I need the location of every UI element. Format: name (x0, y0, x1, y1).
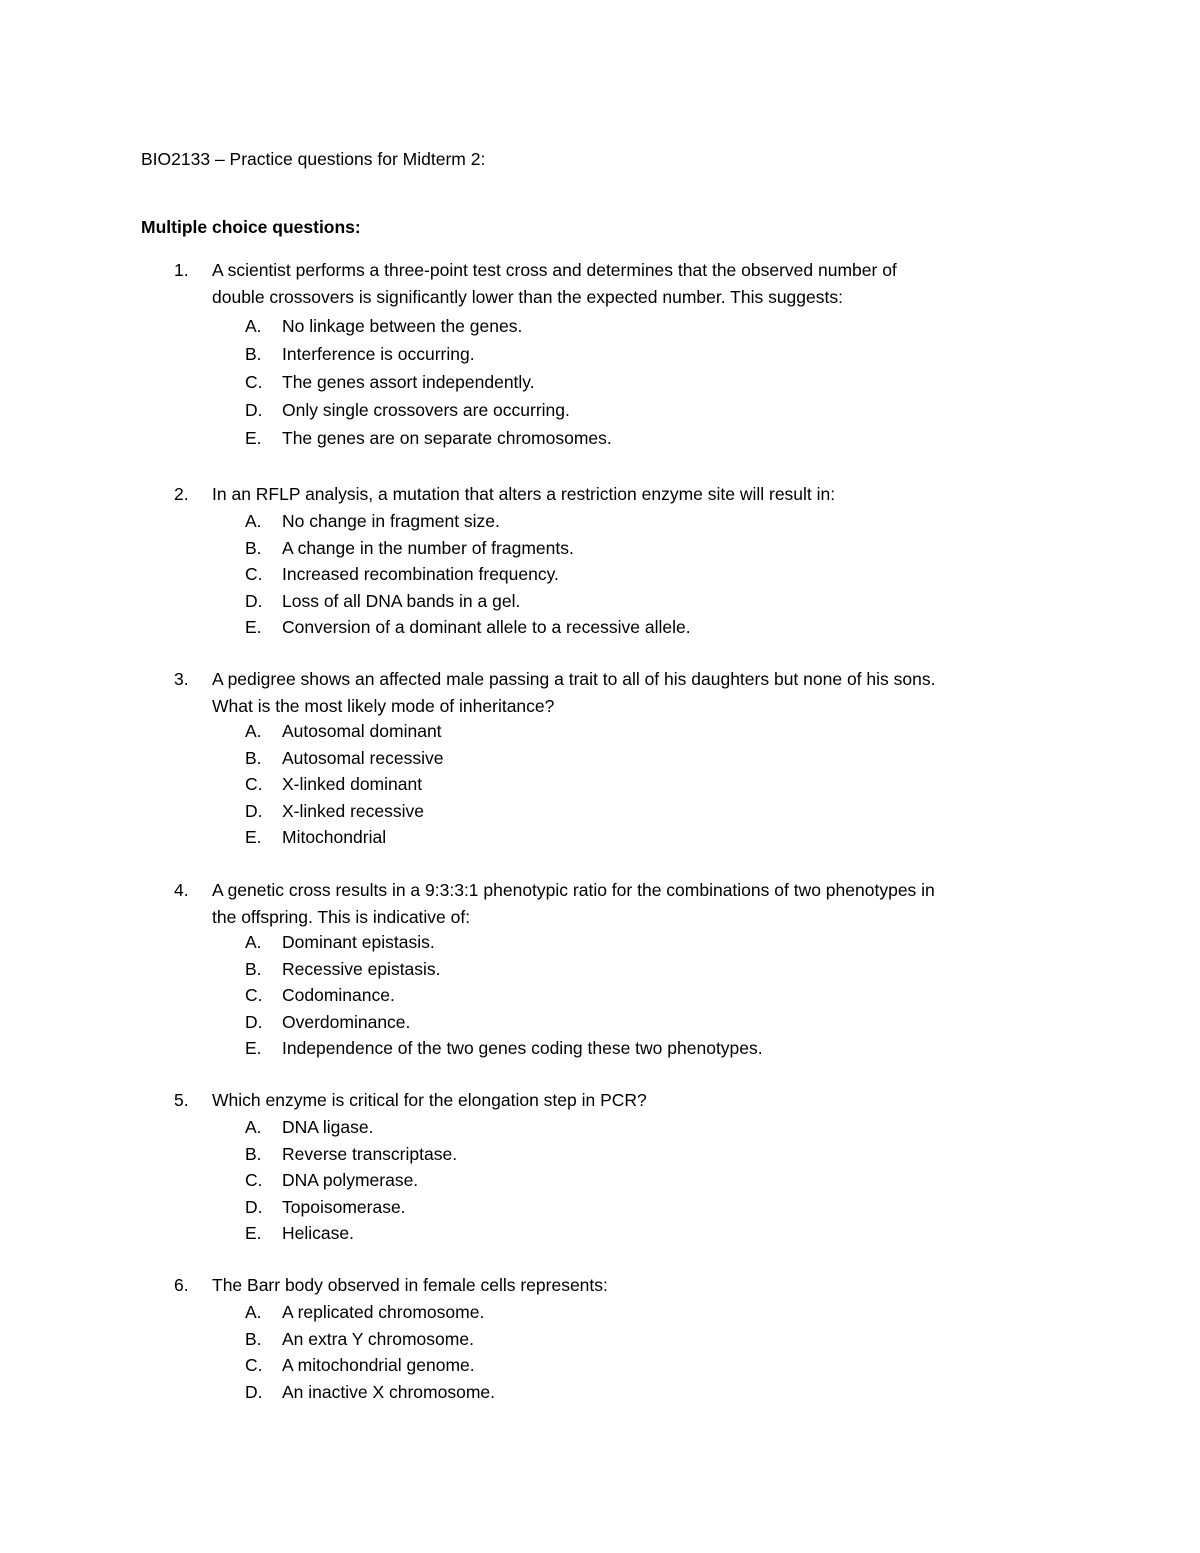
answer-option-e (0, 614, 1200, 641)
question-text: A scientist performs a three-point test cross and determines that the observed number of double crossovers is significantly lower than the expected number. This suggests: (212, 260, 897, 307)
question-text: The Barr body observed in female cells represents: (212, 1275, 608, 1295)
answer-option-a (0, 1114, 1200, 1141)
option-letter: A. (245, 1117, 262, 1137)
answer-option-b (0, 1326, 1200, 1353)
option-letter: A. (245, 511, 262, 531)
option-text: No linkage between the genes. (282, 316, 523, 336)
option-text: A replicated chromosome. (282, 1302, 485, 1322)
option-text: Autosomal dominant (282, 721, 442, 741)
answer-option-d (0, 397, 1200, 424)
option-text: X-linked recessive (282, 800, 424, 821)
question-text: In an RFLP analysis, a mutation that alters a restriction enzyme site will result in: (212, 484, 836, 504)
option-text: DNA polymerase. (282, 1170, 419, 1190)
answer-option-a (0, 508, 1200, 535)
answer-option-d (0, 798, 1200, 825)
question-text: Which enzyme is critical for the elongation step in PCR? (212, 1090, 647, 1110)
option-letter: D. (245, 590, 263, 611)
answer-option-b (0, 956, 1200, 983)
option-letter: A. (245, 932, 262, 952)
option-letter: C. (245, 372, 263, 392)
option-text: X-linked dominant (282, 774, 423, 794)
option-letter: D. (245, 1381, 263, 1402)
answer-option-b (0, 745, 1200, 772)
option-letter: B. (245, 537, 262, 558)
option-text: Loss of all DNA bands in a gel. (282, 590, 521, 611)
option-letter: A. (245, 721, 262, 741)
option-letter: B. (245, 747, 262, 768)
answer-option-e (0, 824, 1200, 851)
document-title: BIO2133 – Practice questions for Midterm 2: (141, 149, 486, 169)
option-letter: A. (245, 1302, 262, 1322)
answer-option-d (0, 588, 1200, 615)
question-number: 3. (174, 669, 189, 689)
option-text: A change in the number of fragments. (282, 537, 574, 558)
option-text: Reverse transcriptase. (282, 1143, 458, 1164)
section-heading: Multiple choice questions: (141, 217, 361, 237)
option-letter: C. (245, 985, 263, 1005)
option-letter: C. (245, 1355, 263, 1375)
answer-option-d (0, 1194, 1200, 1221)
answer-option-a (0, 1299, 1200, 1326)
answer-option-b (0, 535, 1200, 562)
answer-option-c (0, 1352, 1200, 1379)
option-letter: D. (245, 800, 263, 821)
option-letter: C. (245, 1170, 263, 1190)
answer-option-d (0, 1009, 1200, 1036)
option-letter: E. (245, 1223, 262, 1243)
answer-option-e (0, 425, 1200, 452)
option-text: Autosomal recessive (282, 747, 444, 768)
option-text: The genes assort independently. (282, 372, 535, 392)
option-letter: B. (245, 1328, 262, 1349)
answer-option-c (0, 1167, 1200, 1194)
option-text: Conversion of a dominant allele to a recessive allele. (282, 617, 691, 637)
option-text: Only single crossovers are occurring. (282, 400, 570, 420)
option-letter: D. (245, 400, 263, 420)
option-text: Interference is occurring. (282, 344, 475, 364)
answer-option-a (0, 929, 1200, 956)
answer-option-e (0, 1035, 1200, 1062)
option-text: Increased recombination frequency. (282, 564, 559, 584)
option-letter: E. (245, 617, 262, 637)
option-letter: D. (245, 1011, 263, 1032)
option-text: Codominance. (282, 985, 395, 1005)
question-number: 4. (174, 880, 189, 900)
option-letter: B. (245, 344, 262, 364)
option-letter: D. (245, 1196, 263, 1217)
option-text: Independence of the two genes coding these two phenotypes. (282, 1038, 763, 1058)
option-letter: C. (245, 774, 263, 794)
answer-option-b (0, 1141, 1200, 1168)
option-text: A mitochondrial genome. (282, 1355, 475, 1375)
option-letter: B. (245, 958, 262, 979)
answer-option-c (0, 561, 1200, 588)
option-text: An extra Y chromosome. (282, 1328, 474, 1349)
option-letter: B. (245, 1143, 262, 1164)
answer-option-d (0, 1379, 1200, 1406)
question-text: A pedigree shows an affected male passing a trait to all of his daughters but none of his sons. What is the most likely mode of inheritance? (212, 669, 936, 716)
option-letter: A. (245, 316, 262, 336)
option-letter: C. (245, 564, 263, 584)
question-number: 6. (174, 1275, 189, 1295)
option-letter: E. (245, 428, 262, 448)
answer-option-c (0, 982, 1200, 1009)
option-text: Mitochondrial (282, 827, 387, 847)
option-text: The genes are on separate chromosomes. (282, 428, 612, 448)
option-text: Topoisomerase. (282, 1196, 406, 1217)
answer-option-a (0, 313, 1200, 340)
answer-option-a (0, 718, 1200, 745)
option-text: Overdominance. (282, 1011, 411, 1032)
option-text: Recessive epistasis. (282, 958, 441, 979)
answer-option-e (0, 1220, 1200, 1247)
question-number: 2. (174, 484, 189, 504)
option-text: Dominant epistasis. (282, 932, 435, 952)
option-text: An inactive X chromosome. (282, 1381, 496, 1402)
answer-option-c (0, 771, 1200, 798)
answer-option-b (0, 341, 1200, 368)
option-text: Helicase. (282, 1223, 354, 1243)
option-letter: E. (245, 1038, 262, 1058)
option-text: No change in fragment size. (282, 511, 500, 531)
option-text: DNA ligase. (282, 1117, 374, 1137)
question-text: A genetic cross results in a 9:3:3:1 phenotypic ratio for the combinations of two phenotypes in the offspring. This is indicative of: (212, 880, 935, 927)
question-number: 5. (174, 1090, 189, 1110)
question-number: 1. (174, 260, 189, 280)
answer-option-c (0, 369, 1200, 396)
option-letter: E. (245, 827, 262, 847)
